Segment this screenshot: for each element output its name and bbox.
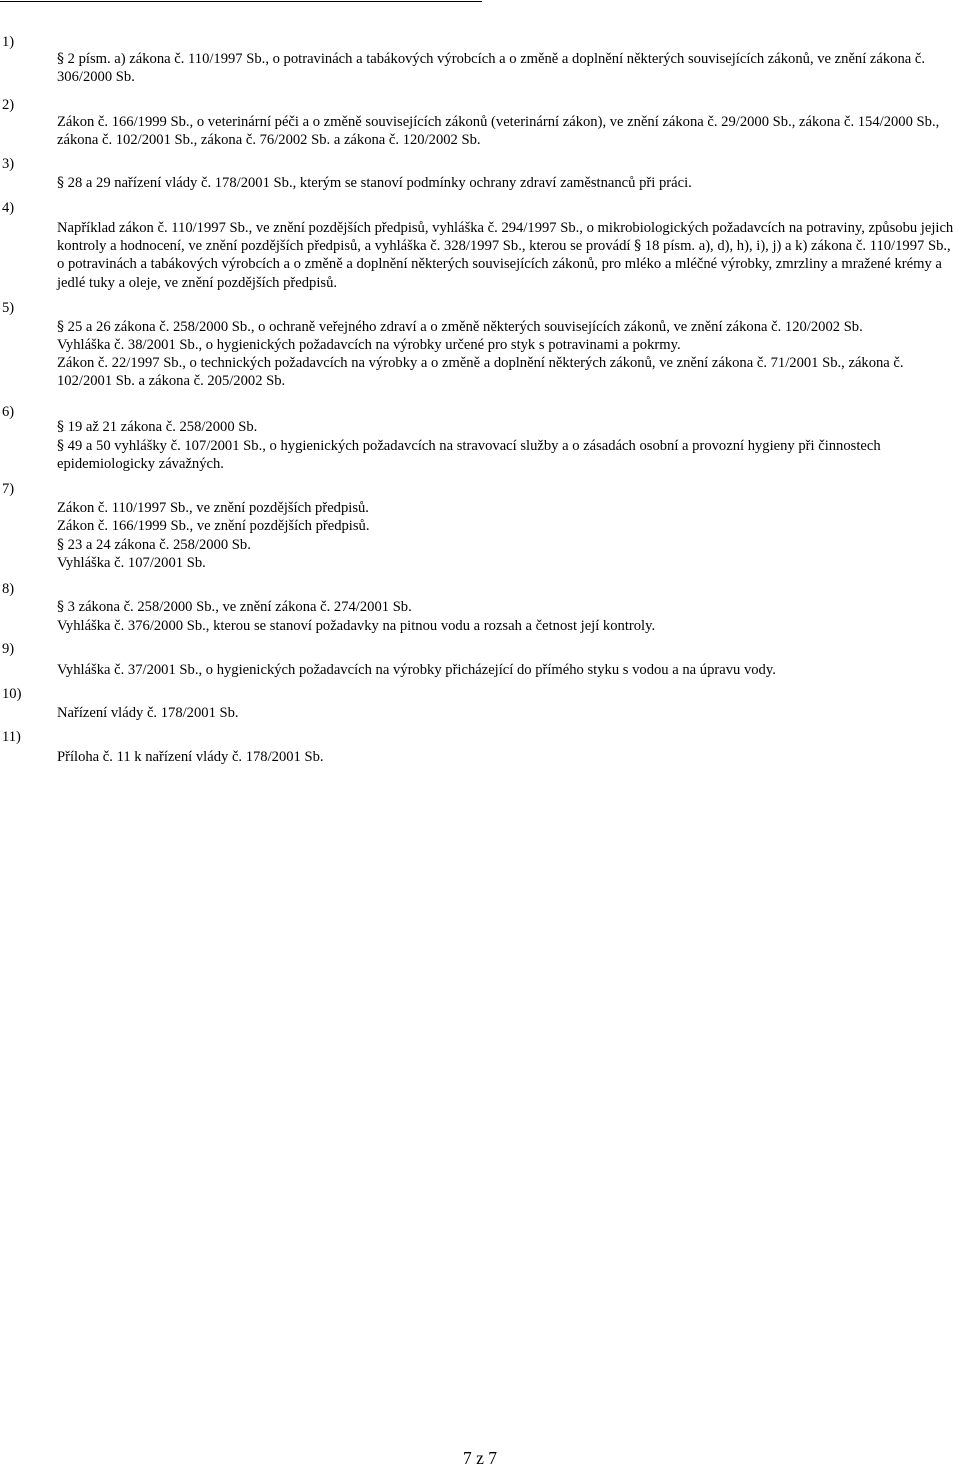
footnote-11-text: Příloha č. 11 k nařízení vlády č. 178/2001 Sb.	[57, 749, 324, 765]
footnote-8-line-1	[57, 598, 412, 616]
footnote-4-text	[57, 219, 957, 292]
footnote-10-text: Nařízení vlády č. 178/2001 Sb.	[57, 705, 239, 721]
footnote-number-7: 7)	[2, 481, 15, 497]
footnote-7-line-3-content: 23 a 24 zákona č. 258/2000 Sb.	[67, 537, 251, 553]
section-symbol: §	[634, 238, 642, 255]
footnote-number-2: 2)	[2, 97, 15, 113]
footnote-number-3: 3)	[2, 156, 15, 172]
section-symbol: §	[57, 51, 64, 67]
footnote-6-line-2-content: 49 a 50 vyhlášky č. 107/2001 Sb., o hygienických požadavcích na stravovací služby a o zásadách osobní a provozní hygieny při činnostech epidemiologicky závažných.	[57, 438, 881, 473]
page-number: 7 z 7	[462, 1448, 498, 1468]
footnote-number-1: 1)	[2, 34, 15, 50]
footnote-7-line-1: Zákon č. 110/1997 Sb., ve znění pozdějších předpisů.	[57, 500, 369, 516]
footnote-6-line-1-content: 19 až 21 zákona č. 258/2000 Sb.	[67, 419, 258, 435]
footnote-3-text	[57, 174, 692, 192]
footnote-5-line-3: Zákon č. 22/1997 Sb., o technických požadavcích na výrobky a o změně a doplnění některých zákonů, ve znění zákona č. 71/2001 Sb., zákona č. 102/2001 Sb. a zákona č. 205/2002 Sb.	[57, 355, 904, 390]
footnote-number-4: 4)	[2, 200, 15, 216]
footnote-number-6: 6)	[2, 404, 15, 420]
footnote-separator-line	[0, 1, 482, 2]
footnote-8-line-2: Vyhláška č. 376/2000 Sb., kterou se stanoví požadavky na pitnou vodu a rozsah a četnost její kontroly.	[57, 618, 656, 634]
section-symbol: §	[57, 599, 64, 615]
footnote-7-line-2: Zákon č. 166/1999 Sb., ve znění pozdějších předpisů.	[57, 518, 370, 534]
section-symbol: §	[57, 419, 64, 435]
footnote-4-part2: 18 písm. a), d), h), i), j) a k) zákona č. 110/1997 Sb., o potravinách a tabákových výrobcích a o změně a doplnění některých souvisejících zákonů, pro mléko a mléčné výrobky, zmrzliny a mražené krémy a jedlé tuky a oleje, ve znění pozdějších předpisů.	[57, 238, 951, 291]
section-symbol: §	[57, 175, 64, 191]
section-symbol: §	[57, 319, 64, 335]
section-symbol: §	[57, 537, 64, 553]
footnote-number-8: 8)	[2, 581, 15, 597]
footnote-3-content: 28 a 29 nařízení vlády č. 178/2001 Sb., kterým se stanoví podmínky ochrany zdraví zaměstnanců při práci.	[67, 175, 692, 191]
footnote-7-line-4: Vyhláška č. 107/2001 Sb.	[57, 555, 206, 571]
footnote-1-text	[57, 50, 957, 86]
footnote-6-line-2	[57, 437, 957, 473]
footnote-8-line-1-content: 3 zákona č. 258/2000 Sb., ve znění zákona č. 274/2001 Sb.	[67, 599, 412, 615]
footnote-number-9: 9)	[2, 641, 15, 657]
footnote-number-10: 10)	[2, 686, 22, 702]
footnote-1-content: 2 písm. a) zákona č. 110/1997 Sb., o potravinách a tabákových výrobcích a o změně a doplnění některých souvisejících zákonů, ve znění zákona č. 306/2000 Sb.	[57, 51, 926, 86]
footnote-5-line-1-content: 25 a 26 zákona č. 258/2000 Sb., o ochraně veřejného zdraví a o změně některých souvisejících zákonů, ve znění zákona č. 120/2002 Sb.	[67, 319, 863, 335]
footnote-number-11: 11)	[2, 729, 21, 745]
footnote-6-line-1	[57, 418, 257, 436]
footnote-7-line-3	[57, 536, 251, 554]
footnote-5-line-1	[57, 318, 863, 336]
footnote-2-text: Zákon č. 166/1999 Sb., o veterinární péči a o změně souvisejících zákonů (veterinární zákon), ve znění zákona č. 29/2000 Sb., zákona č. 154/2000 Sb., zákona č. 102/2001 Sb., zákona č. 76/2002 Sb. a zákona č. 120/2002 Sb.	[57, 114, 940, 149]
footnote-number-5: 5)	[2, 300, 15, 316]
footnote-5-line-2: Vyhláška č. 38/2001 Sb., o hygienických požadavcích na výrobky určené pro styk s potravinami a pokrmy.	[57, 337, 681, 353]
section-symbol: §	[57, 438, 64, 454]
footnote-4-part1: Například zákon č. 110/1997 Sb., ve znění pozdějších předpisů, vyhláška č. 294/1997 Sb., o mikrobiologických požadavcích na potraviny, způsobu jejich kontroly a hodnocení, ve znění pozdějších předpisů, a vyhláška č. 328/1997 Sb., kterou se provádí	[57, 220, 954, 255]
footnote-9-text: Vyhláška č. 37/2001 Sb., o hygienických požadavcích na výrobky přicházející do přímého styku s vodou a na úpravu vody.	[57, 662, 776, 678]
